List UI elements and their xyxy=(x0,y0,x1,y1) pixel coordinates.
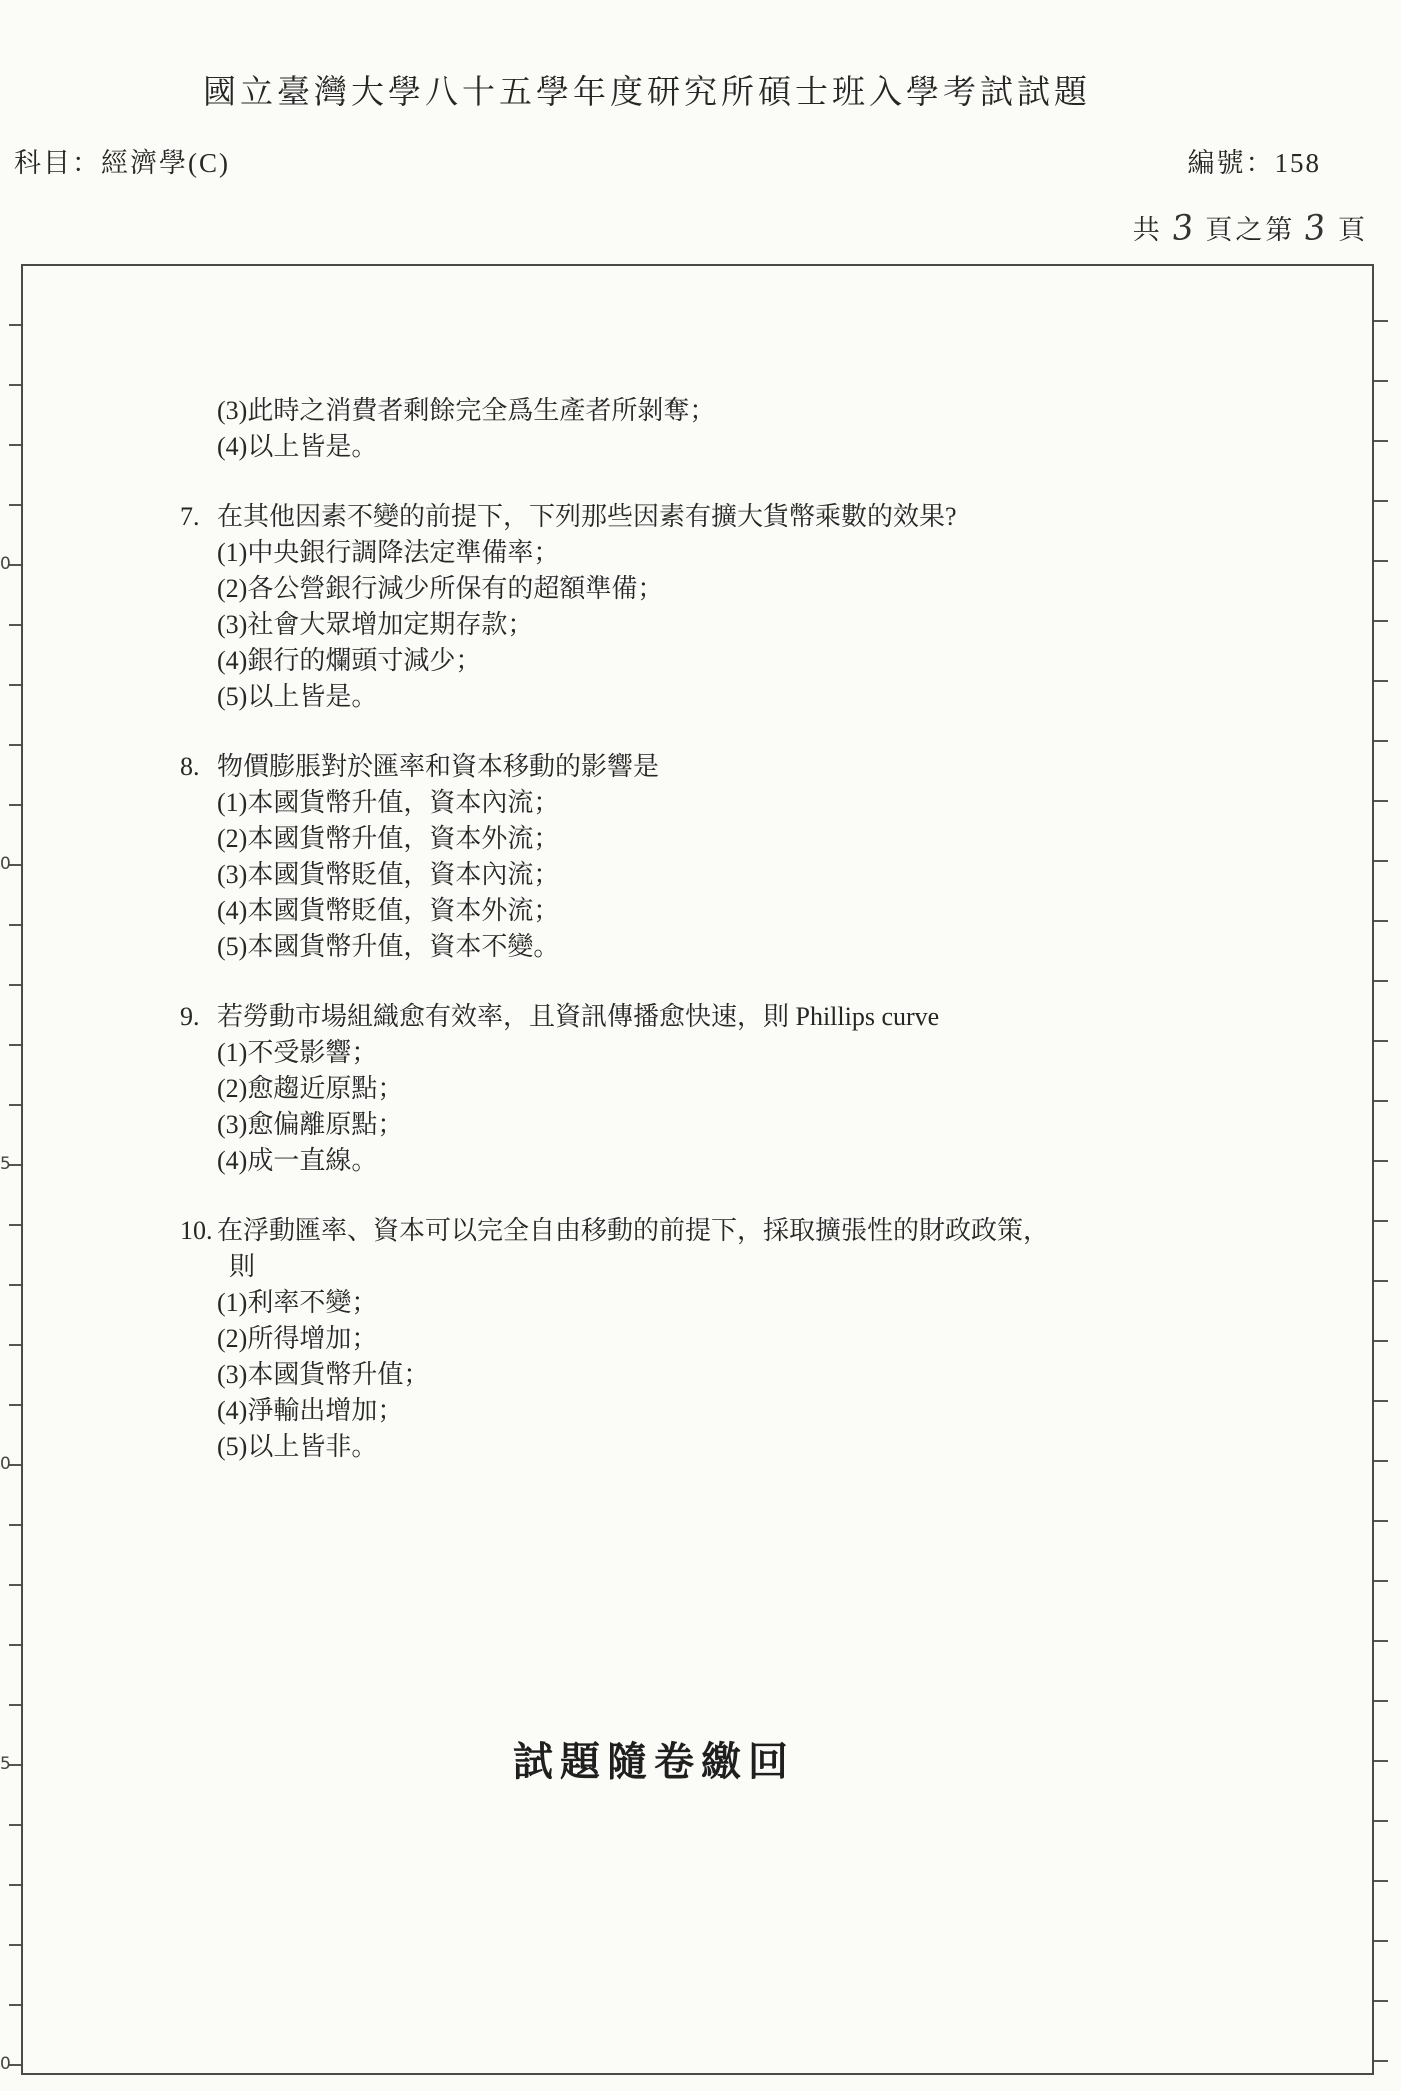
ruler-tick-right xyxy=(1374,1580,1388,1582)
ruler-label: 5 xyxy=(0,1754,11,1774)
ruler-tick-left xyxy=(9,684,21,686)
ruler-tick-left xyxy=(9,324,21,326)
ruler-tick-left xyxy=(9,1644,21,1646)
option-line: (2)各公營銀行減少所保有的超額準備； xyxy=(217,574,664,603)
ruler-tick-right xyxy=(1374,680,1388,682)
option-line: (1)本國貨幣升值，資本內流； xyxy=(217,788,560,817)
ruler-tick-right xyxy=(1374,1100,1388,1102)
ruler-tick-right xyxy=(1374,620,1388,622)
ruler-tick-left xyxy=(9,1224,21,1226)
ruler-tick-left xyxy=(9,1044,21,1046)
ruler-tick-left xyxy=(9,1884,21,1886)
ruler-tick-left xyxy=(9,1524,21,1526)
exam-code-label: 編號： xyxy=(1187,148,1275,178)
ruler-tick-left xyxy=(9,2004,21,2006)
page-indicator xyxy=(1133,208,1368,250)
ruler-tick-right xyxy=(1374,380,1388,382)
exam-code: 158 xyxy=(1274,148,1321,178)
ruler-tick-right xyxy=(1374,2060,1388,2062)
ruler-tick-left xyxy=(9,504,21,506)
option-line: (3)本國貨幣升值； xyxy=(217,1360,430,1389)
question-stem-text: 在其他因素不變的前提下，下列那些因素有擴大貨幣乘數的效果? xyxy=(217,502,957,531)
option-line: (4)銀行的爛頭寸減少； xyxy=(217,646,482,675)
question-number: 8. xyxy=(180,752,200,781)
question-9 xyxy=(180,999,1330,1179)
option-line: (5)本國貨幣升值，資本不變。 xyxy=(217,932,560,961)
page-prefix: 共 xyxy=(1132,215,1163,245)
ruler-tick-left xyxy=(9,1104,21,1106)
ruler-tick-right xyxy=(1374,1400,1388,1402)
ruler-tick-left xyxy=(9,1944,21,1946)
ruler-tick-left xyxy=(9,1824,21,1826)
option-line: (2)本國貨幣升值，資本外流； xyxy=(217,824,560,853)
option-line: (1)利率不變； xyxy=(217,1288,378,1317)
ruler-tick-right xyxy=(1374,1700,1388,1702)
page-current: 3 xyxy=(1302,206,1332,250)
ruler-tick-left xyxy=(9,1704,21,1706)
option-line: (4)成一直線。 xyxy=(217,1146,378,1175)
ruler-tick-right xyxy=(1374,1460,1388,1462)
ruler-tick-left xyxy=(9,624,21,626)
subject-label: 科目： xyxy=(14,148,101,178)
ruler-tick-right xyxy=(1374,1760,1388,1762)
question-stem-text: 物價膨脹對於匯率和資本移動的影響是 xyxy=(217,752,660,781)
ruler-tick-right xyxy=(1374,1880,1388,1882)
ruler-tick-right xyxy=(1374,1820,1388,1822)
question-stem xyxy=(180,1213,1330,1249)
ruler-tick-left xyxy=(9,384,21,386)
question-8 xyxy=(180,749,1330,965)
ruler-tick-right xyxy=(1374,1160,1388,1162)
option-line: (1)中央銀行調降法定準備率； xyxy=(217,538,560,567)
ruler-tick-right xyxy=(1374,2000,1388,2002)
ruler-tick-left xyxy=(9,1584,21,1586)
option-line: (2)愈趨近原點； xyxy=(217,1074,404,1103)
ruler-tick-left xyxy=(9,744,21,746)
question-stem xyxy=(180,749,1330,785)
question-content xyxy=(180,393,1330,1465)
option-line: (4)淨輸出增加； xyxy=(217,1396,404,1425)
ruler-tick-right xyxy=(1374,1940,1388,1942)
question-stem-continuation: 則 xyxy=(229,1252,256,1281)
option-line: (5)以上皆非。 xyxy=(217,1432,378,1461)
question-number: 9. xyxy=(180,1002,200,1031)
ruler-tick-right xyxy=(1374,860,1388,862)
option-line: (4)以上皆是。 xyxy=(217,432,378,461)
question-number: 10. xyxy=(180,1216,213,1245)
ruler-tick-right xyxy=(1374,320,1388,322)
ruler-label: 5 xyxy=(0,1154,11,1174)
ruler-tick-left xyxy=(9,1404,21,1406)
question-stem-text: 若勞動市場組織愈有效率，且資訊傳播愈快速，則 Phillips curve xyxy=(217,1002,940,1031)
option-line: (4)本國貨幣貶值，資本外流； xyxy=(217,896,560,925)
ruler-label: 0 xyxy=(0,854,11,874)
ruler-tick-left xyxy=(9,1284,21,1286)
ruler-tick-right xyxy=(1374,560,1388,562)
option-line: (3)本國貨幣貶值，資本內流； xyxy=(217,860,560,889)
ruler-tick-left xyxy=(9,804,21,806)
ruler-tick-right xyxy=(1374,440,1388,442)
ruler-tick-right xyxy=(1374,1280,1388,1282)
exam-code-line xyxy=(1188,146,1322,180)
question-number: 7. xyxy=(180,502,200,531)
return-exam-stamp: 試題隨卷繳回 xyxy=(513,1739,795,1784)
ruler-tick-right xyxy=(1374,500,1388,502)
ruler-tick-left xyxy=(9,444,21,446)
ruler-tick-right xyxy=(1374,1220,1388,1222)
pages-total: 3 xyxy=(1169,206,1199,250)
question-10 xyxy=(180,1213,1330,1465)
option-line: (2)所得增加； xyxy=(217,1324,378,1353)
option-line: (3)此時之消費者剩餘完全爲生產者所剝奪； xyxy=(217,396,716,425)
option-line: (3)愈偏離原點； xyxy=(217,1110,404,1139)
exam-title: 國立臺灣大學八十五學年度研究所碩士班入學考試試題 xyxy=(203,75,1091,111)
subject-name: 經濟學(C) xyxy=(101,148,230,178)
ruler-tick-left xyxy=(9,924,21,926)
option-line: (3)社會大眾增加定期存款； xyxy=(217,610,534,639)
ruler-label: 0 xyxy=(0,2054,11,2074)
ruler-tick-right xyxy=(1374,980,1388,982)
ruler-tick-right xyxy=(1374,740,1388,742)
ruler-tick-right xyxy=(1374,1520,1388,1522)
ruler-tick-left xyxy=(9,1344,21,1346)
ruler-label: 0 xyxy=(0,554,11,574)
ruler-tick-left xyxy=(9,984,21,986)
question-stem xyxy=(180,999,1330,1035)
ruler-tick-right xyxy=(1374,1340,1388,1342)
option-line: (5)以上皆是。 xyxy=(217,682,378,711)
option-line: (1)不受影響； xyxy=(217,1038,378,1067)
ruler-tick-right xyxy=(1374,920,1388,922)
subject-line xyxy=(14,146,230,180)
page-mid: 頁之第 xyxy=(1205,215,1296,245)
ruler-tick-right xyxy=(1374,1640,1388,1642)
ruler-tick-right xyxy=(1374,1040,1388,1042)
question-stem-text: 在浮動匯率、資本可以完全自由移動的前提下，採取擴張性的財政政策， xyxy=(217,1216,1050,1245)
page-suffix: 頁 xyxy=(1338,215,1368,245)
ruler-tick-right xyxy=(1374,800,1388,802)
question-7 xyxy=(180,499,1330,715)
ruler-label: 0 xyxy=(0,1454,11,1474)
question-stem xyxy=(180,499,1330,535)
